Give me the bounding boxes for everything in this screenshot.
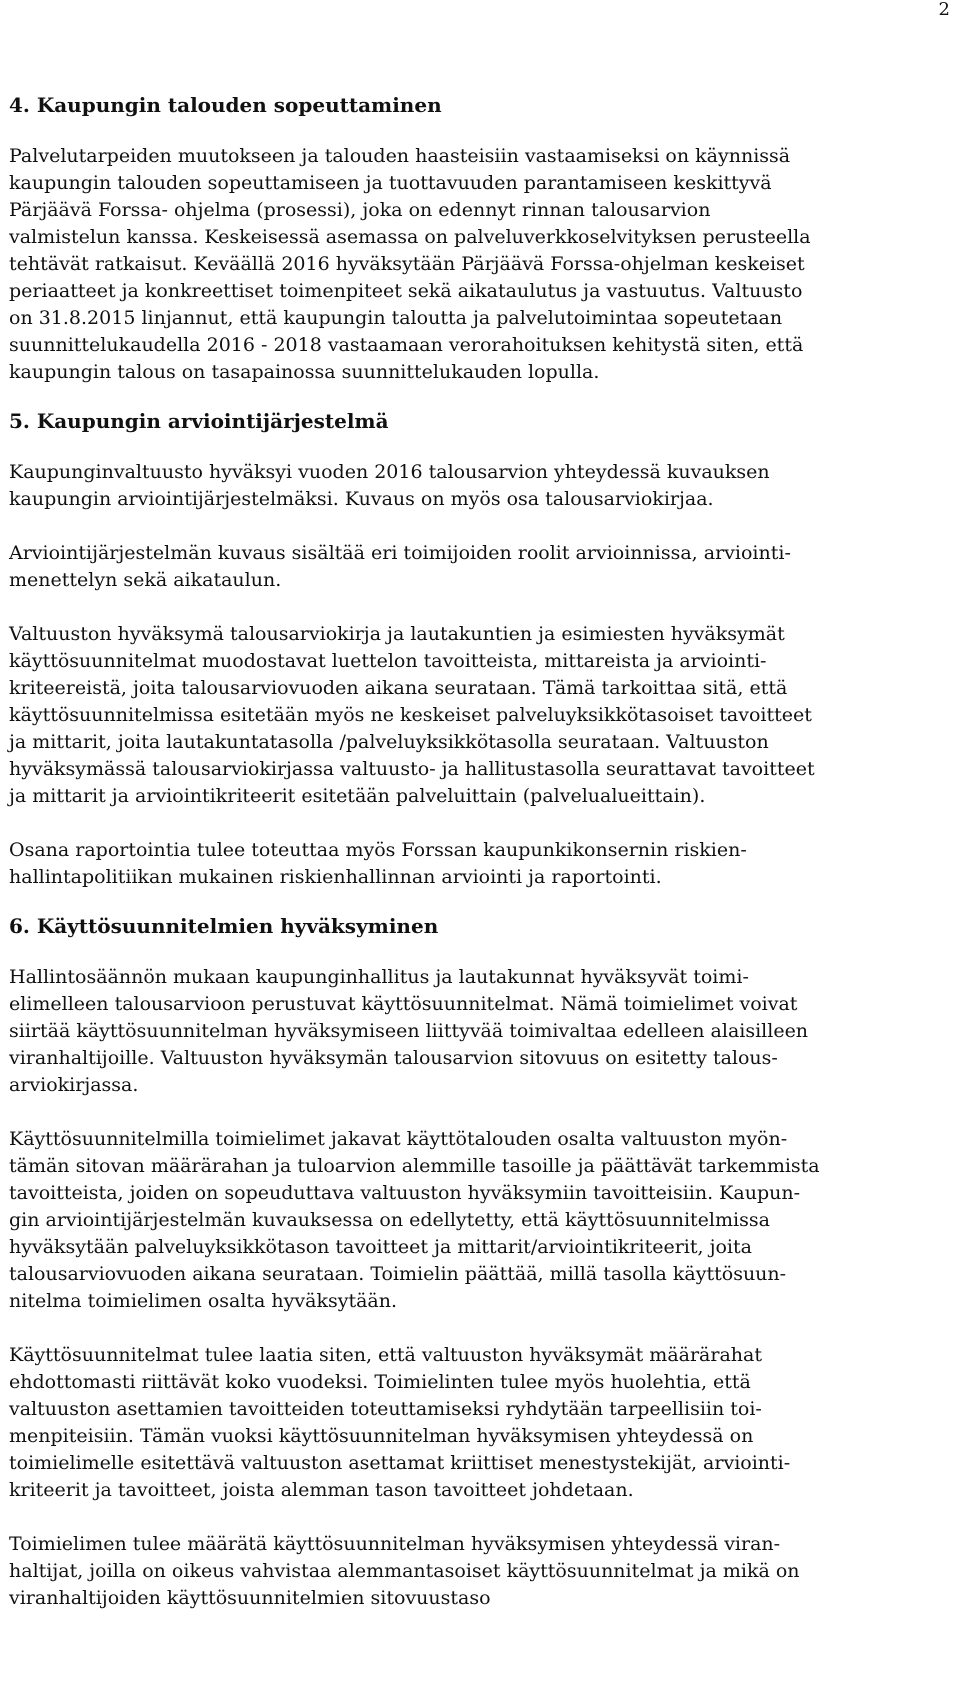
section-heading: 6. Käyttösuunnitelmien hyväksyminen — [9, 914, 439, 938]
section-heading: 5. Kaupungin arviointijärjestelmä — [9, 409, 389, 433]
paragraph: Käyttösuunnitelmat tulee laatia siten, että valtuuston hyväksymät määrärahat ehdottomasti riittävät koko vuodeksi. Toimielinten tulee myös huolehtia, että valtuuston asettamien tavoitteiden toteuttamiseksi ryhdytään tarpeellisiin toi- menpiteisiin. Tämän vuoksi käyttösuunnitelman hyväksymisen yhteydessä on toimielimelle esitettävä valtuuston asettamat kriittiset menestystekijät, arviointi- kriteerit ja tavoitteet, joista alemman tason tavoitteet johdetaan. — [9, 1344, 791, 1501]
paragraph: Käyttösuunnitelmilla toimielimet jakavat käyttötalouden osalta valtuuston myön- tämän sitovan määrärahan ja tuloarvion alemmille tasoille ja päättävät tarkemmista tavoitteista, joiden on sopeuduttava valtuuston hyväksymiin tavoitteisiin. Kaupun- gin arviointijärjestelmän kuvauksessa on edellytetty, että käyttösuunnitelmissa hyväksytään palveluyksikkötason tavoitteet ja mittarit/arviointikriteerit, joita talousarviovuoden aikana seurataan. Toimielin päättää, millä tasolla käyttösuun- nitelma toimielimen osalta hyväksytään. — [9, 1128, 820, 1312]
section-heading: 4. Kaupungin talouden sopeuttaminen — [9, 93, 442, 117]
document-body — [9, 92, 937, 1612]
paragraph: Hallintosäännön mukaan kaupunginhallitus ja lautakunnat hyväksyvät toimi- elimelleen talousarvioon perustuvat käyttösuunnitelmat. Nämä toimielimet voivat siirtää käyttösuunnitelman hyväksymiseen liittyvää toimivaltaa edelleen alaisilleen viranhaltijoille. Valtuuston hyväksymän talousarvion sitovuus on esitetty talous- arviokirjassa. — [9, 966, 809, 1096]
paragraph: Arviointijärjestelmän kuvaus sisältää eri toimijoiden roolit arvioinnissa, arviointi- menettelyn sekä aikataulun. — [9, 542, 791, 591]
paragraph: Palvelutarpeiden muutokseen ja talouden haasteisiin vastaamiseksi on käynnissä kaupungin talouden sopeuttamiseen ja tuottavuuden parantamiseen keskittyvä Pärjäävä Forssa- ohjelma (prosessi), joka on edennyt rinnan talousarvion valmistelun kanssa. Keskeisessä asemassa on palveluverkkoselvityksen perusteella tehtävät ratkaisut. Keväällä 2016 hyväksytään Pärjäävä Forssa-ohjelman keskeiset periaatteet ja konkreettiset toimenpiteet sekä aikataulutus ja vastuutus. Valtuusto on 31.8.2015 linjannut, että kaupungin taloutta ja palvelutoimintaa sopeutetaan suunnittelukaudella 2016 - 2018 vastaamaan verorahoituksen kehitystä siten, että kaupungin talous on tasapainossa suunnittelukauden lopulla. — [9, 145, 811, 383]
paragraph: Toimielimen tulee määrätä käyttösuunnitelman hyväksymisen yhteydessä viran- haltijat, joilla on oikeus vahvistaa alemmantasoiset käyttösuunnitelmat ja mikä on viranhaltijoiden käyttösuunnitelmien sitovuustaso — [9, 1533, 800, 1609]
paragraph: Valtuuston hyväksymä talousarviokirja ja lautakuntien ja esimiesten hyväksymät käyttösuunnitelmat muodostavat luettelon tavoitteista, mittareista ja arviointi- kriteereistä, joita talousarviovuoden aikana seurataan. Tämä tarkoittaa sitä, että käyttösuunnitelmissa esitetään myös ne keskeiset palveluyksikkötasoiset tavoitteet ja mittarit, joita lautakuntatasolla /palveluyksikkötasolla seurataan. Valtuuston hyväksymässä talousarviokirjassa valtuusto- ja hallitustasolla seurattavat tavoitteet ja mittarit ja arviointikriteerit esitetään palveluittain (palvelualueittain). — [9, 623, 815, 807]
paragraph: Kaupunginvaltuusto hyväksyi vuoden 2016 talousarvion yhteydessä kuvauksen kaupungin arviointijärjestelmäksi. Kuvaus on myös osa talousarviokirjaa. — [9, 461, 770, 510]
page-number: 2 — [938, 0, 950, 20]
paragraph: Osana raportointia tulee toteuttaa myös Forssan kaupunkikonsernin riskien- hallintapolitiikan mukainen riskienhallinnan arviointi ja raportointi. — [9, 839, 747, 888]
